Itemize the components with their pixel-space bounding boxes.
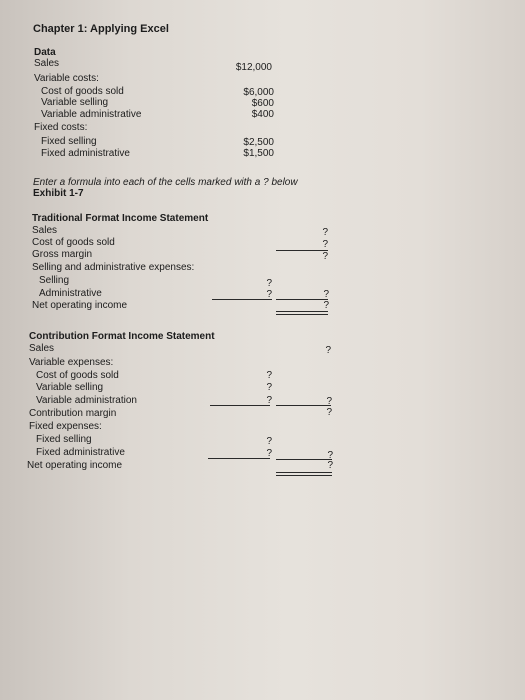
trad-cogs-label: Cost of goods sold [32,237,115,248]
data-fixed-selling-value: $2,500 [243,137,274,148]
trad-gross-margin-label: Gross margin [32,249,93,260]
contr-var-selling-cell[interactable]: ? [266,382,272,393]
trad-admin-label: Administrative [39,288,102,299]
contr-var-admin-label: Variable administration [36,395,137,406]
trad-admin-underline [212,299,272,300]
contr-fixed-admin-label: Fixed administrative [36,447,125,458]
trad-net-income-label: Net operating income [32,300,128,311]
instruction-text: Enter a formula into each of the cells marked with a ? below [33,177,298,188]
variable-costs-label: Variable costs: [34,73,99,84]
fixed-costs-label: Fixed costs: [34,122,88,133]
data-var-admin-value: $400 [251,109,274,120]
trad-selling-cell[interactable]: ? [266,278,272,289]
trad-net-income-cell[interactable]: ? [323,300,329,311]
data-sales-value: $12,000 [235,62,272,73]
trad-cogs-cell[interactable]: ? [322,239,328,250]
contr-fixed-expenses-label: Fixed expenses: [29,421,102,432]
contr-cm-cell[interactable]: ? [326,407,332,418]
trad-gross-margin-cell[interactable]: ? [322,251,328,262]
contr-net-income-cell[interactable]: ? [327,460,333,471]
contr-var-admin-underline [210,405,270,406]
page-title: Chapter 1: Applying Excel [33,23,169,35]
contr-fixed-admin-underline [208,458,270,459]
contr-fixed-admin-cell[interactable]: ? [266,448,272,459]
contr-fixed-selling-label: Fixed selling [36,434,92,445]
contr-cogs-cell[interactable]: ? [266,370,272,381]
contr-net-double-underline [276,472,332,476]
contr-var-total-underline [276,405,331,406]
contr-var-selling-label: Variable selling [36,382,104,393]
data-cogs-label: Cost of goods sold [41,86,124,97]
data-fixed-selling-label: Fixed selling [41,136,97,147]
data-sales-label: Sales [34,58,60,69]
contr-sales-label: Sales [29,343,55,354]
contr-fixed-total-cell[interactable]: ? [327,450,333,461]
exhibit-label: Exhibit 1-7 [33,188,84,199]
traditional-heading: Traditional Format Income Statement [32,213,209,224]
trad-selling-label: Selling [39,275,70,286]
contr-var-expenses-label: Variable expenses: [29,357,114,368]
trad-sales-cell[interactable]: ? [322,227,328,238]
data-heading: Data [34,47,56,58]
data-var-admin-label: Variable administrative [41,109,142,120]
contr-cogs-label: Cost of goods sold [36,370,119,381]
trad-sales-label: Sales [32,225,58,236]
contr-net-income-label: Net operating income [27,460,123,471]
data-cogs-value: $6,000 [243,87,274,98]
trad-sga-label: Selling and administrative expenses: [32,262,195,273]
trad-net-double-underline [276,311,328,315]
trad-admin-cell[interactable]: ? [266,289,272,300]
data-var-selling-label: Variable selling [41,97,109,108]
trad-sga-total-cell[interactable]: ? [323,289,329,300]
contr-sales-cell[interactable]: ? [325,345,331,356]
contr-var-total-cell[interactable]: ? [326,396,332,407]
contribution-heading: Contribution Format Income Statement [29,331,215,342]
data-var-selling-value: $600 [251,98,274,109]
contr-fixed-selling-cell[interactable]: ? [266,436,272,447]
contr-cm-label: Contribution margin [29,408,117,419]
data-fixed-admin-value: $1,500 [243,148,274,159]
data-fixed-admin-label: Fixed administrative [41,148,130,159]
contr-var-admin-cell[interactable]: ? [266,395,272,406]
